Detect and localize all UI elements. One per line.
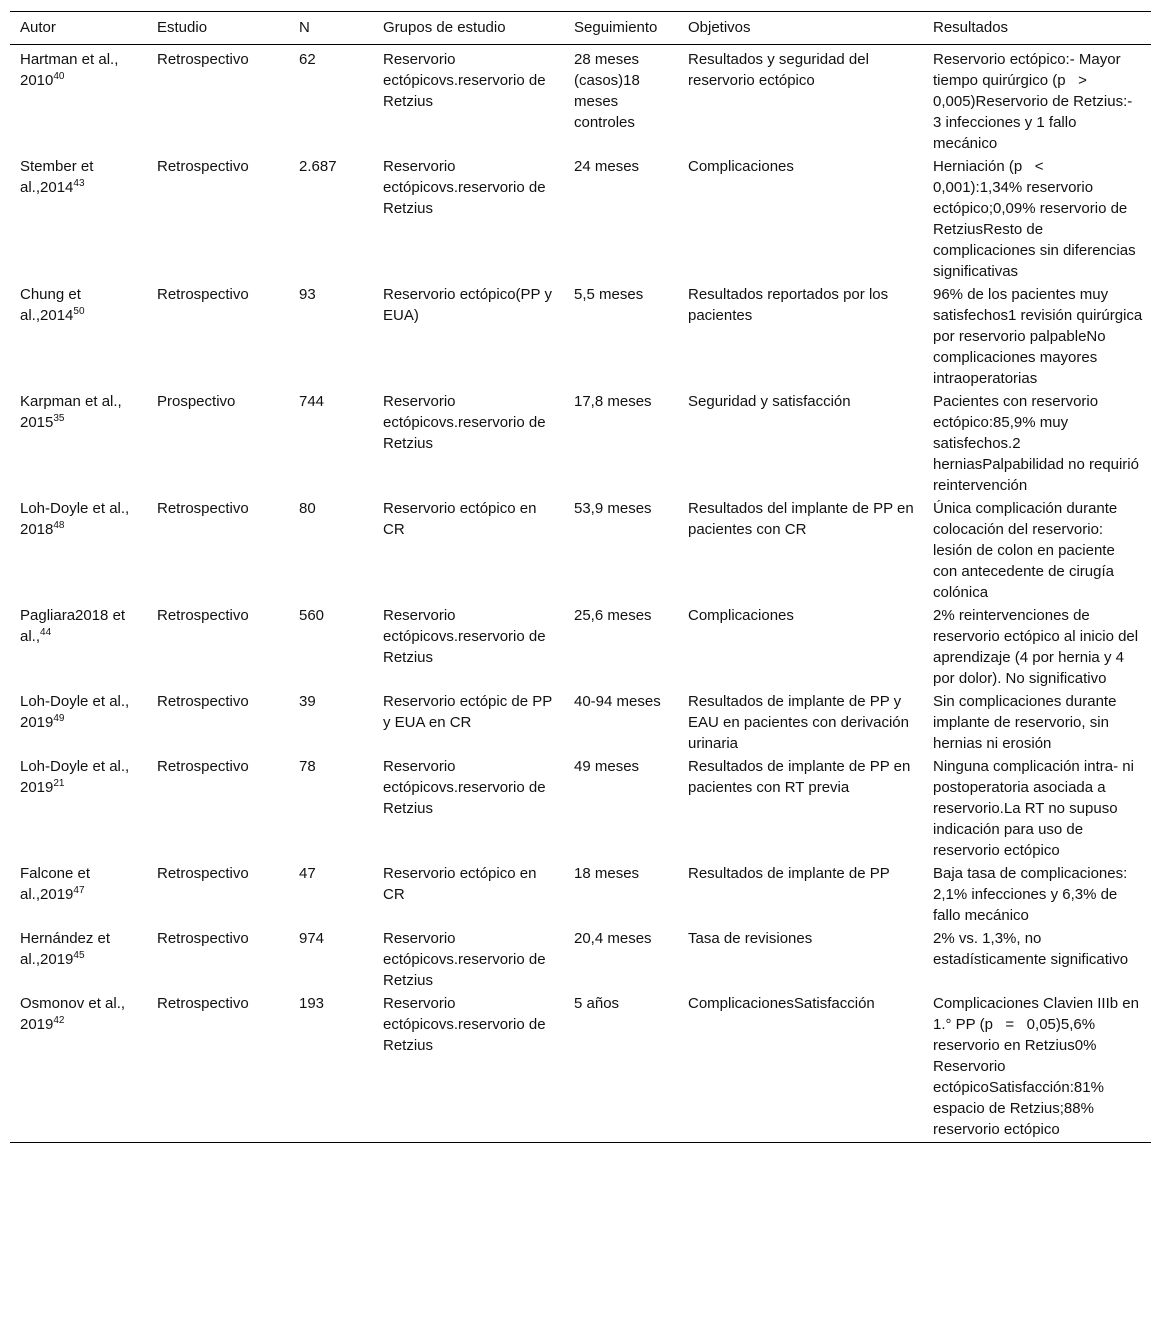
table-row: [10, 390, 1151, 497]
author-name: Loh-Doyle et al., 2018: [20, 500, 130, 538]
table-row: [10, 45, 1151, 156]
cell-n: 93: [299, 286, 316, 303]
cell-resultados: Herniación (p < 0,001):1,34% reservorio ectópico;0,09% reservorio de RetziusResto de complicaciones sin diferencias significativas: [933, 158, 1140, 280]
cell-objetivos: Seguridad y satisfacción: [688, 393, 851, 410]
author-name: Loh-Doyle et al., 2019: [20, 758, 130, 796]
cell-grupos: Reservorio ectópicovs.reservorio de Retzius: [383, 607, 546, 666]
cell-autor: [10, 690, 147, 755]
header-autor: Autor: [20, 19, 56, 36]
cell-n: 47: [299, 865, 316, 882]
cell-seguimiento: 28 meses (casos)18 meses controles: [574, 51, 640, 131]
cell-resultados: 2% vs. 1,3%, no estadísticamente significativo: [933, 930, 1129, 968]
cell-seguimiento: 40-94 meses: [574, 693, 661, 710]
table-row: [10, 604, 1151, 690]
author-name: Falcone et al.,2019: [20, 865, 91, 903]
cell-grupos: Reservorio ectópicovs.reservorio de Retzius: [383, 995, 546, 1054]
cell-autor: [10, 862, 147, 927]
table-row: [10, 862, 1151, 927]
author-name: Osmonov et al., 2019: [20, 995, 126, 1033]
cell-resultados: Única complicación durante colocación del reservorio: lesión de colon en paciente con antecedente de cirugía colónica: [933, 500, 1122, 601]
cell-resultados: Baja tasa de complicaciones: 2,1% infecciones y 6,3% de fallo mecánico: [933, 865, 1132, 924]
reference-number: 45: [73, 950, 85, 961]
header-n: N: [299, 19, 310, 36]
cell-seguimiento: 18 meses: [574, 865, 640, 882]
cell-resultados: 96% de los pacientes muy satisfechos1 revisión quirúrgica por reservorio palpableNo complicaciones mayores intraoperatorias: [933, 286, 1147, 387]
author-name: Stember et al.,2014: [20, 158, 94, 196]
table-row: [10, 755, 1151, 862]
cell-resultados: Complicaciones Clavien IIIb en 1.° PP (p = 0,05)5,6% reservorio en Retzius0% Reservorio ectópicoSatisfacción:81% espacio de Retzius;88% reservorio ectópico: [933, 995, 1144, 1138]
cell-resultados: 2% reintervenciones de reservorio ectópico al inicio del aprendizaje (4 por hernia y 4 por dolor). No significativo: [933, 607, 1143, 687]
cell-grupos: Reservorio ectópic de PP y EUA en CR: [383, 693, 552, 731]
cell-autor: [10, 390, 147, 497]
cell-seguimiento: 49 meses: [574, 758, 640, 775]
author-name: Loh-Doyle et al., 2019: [20, 693, 130, 731]
studies-table: [10, 11, 1151, 1143]
cell-autor: [10, 45, 147, 156]
cell-seguimiento: 20,4 meses: [574, 930, 652, 947]
cell-grupos: Reservorio ectópicovs.reservorio de Retzius: [383, 158, 546, 217]
cell-estudio: Retrospectivo: [157, 758, 249, 775]
cell-seguimiento: 5,5 meses: [574, 286, 644, 303]
reference-number: 35: [53, 413, 65, 424]
cell-autor: [10, 992, 147, 1143]
cell-grupos: Reservorio ectópicovs.reservorio de Retzius: [383, 758, 546, 817]
table-row: [10, 283, 1151, 390]
reference-number: 21: [53, 778, 65, 789]
header-estudio: Estudio: [157, 19, 208, 36]
reference-number: 49: [53, 713, 65, 724]
header-grupos: Grupos de estudio: [383, 19, 506, 36]
cell-seguimiento: 25,6 meses: [574, 607, 652, 624]
header-row: [10, 12, 1151, 45]
table-row: [10, 155, 1151, 283]
author-name: Pagliara2018 et al.,: [20, 607, 126, 645]
cell-estudio: Retrospectivo: [157, 865, 249, 882]
table-row: [10, 992, 1151, 1143]
cell-autor: [10, 927, 147, 992]
cell-grupos: Reservorio ectópico(PP y EUA): [383, 286, 552, 324]
cell-autor: [10, 497, 147, 604]
cell-objetivos: Resultados del implante de PP en pacientes con CR: [688, 500, 914, 538]
cell-objetivos: ComplicacionesSatisfacción: [688, 995, 875, 1012]
cell-n: 744: [299, 393, 325, 410]
header-seguimiento: Seguimiento: [574, 19, 658, 36]
cell-n: 80: [299, 500, 316, 517]
cell-n: 974: [299, 930, 325, 947]
cell-objetivos: Complicaciones: [688, 158, 794, 175]
reference-number: 50: [73, 306, 85, 317]
cell-grupos: Reservorio ectópicovs.reservorio de Retzius: [383, 930, 546, 989]
cell-seguimiento: 17,8 meses: [574, 393, 652, 410]
cell-estudio: Retrospectivo: [157, 286, 249, 303]
reference-number: 40: [53, 71, 65, 82]
cell-estudio: Retrospectivo: [157, 51, 249, 68]
table-row: [10, 497, 1151, 604]
cell-n: 39: [299, 693, 316, 710]
cell-estudio: Retrospectivo: [157, 995, 249, 1012]
cell-n: 78: [299, 758, 316, 775]
reference-number: 48: [53, 520, 65, 531]
cell-n: 2.687: [299, 158, 337, 175]
author-name: Hernández et al.,2019: [20, 930, 111, 968]
cell-seguimiento: 24 meses: [574, 158, 640, 175]
cell-objetivos: Resultados de implante de PP en pacientes con RT previa: [688, 758, 911, 796]
cell-estudio: Retrospectivo: [157, 158, 249, 175]
cell-objetivos: Resultados de implante de PP: [688, 865, 890, 882]
reference-number: 43: [73, 178, 85, 189]
cell-grupos: Reservorio ectópicovs.reservorio de Retzius: [383, 393, 546, 452]
cell-seguimiento: 53,9 meses: [574, 500, 652, 517]
cell-resultados: Sin complicaciones durante implante de reservorio, sin hernias ni erosión: [933, 693, 1121, 752]
cell-grupos: Reservorio ectópicovs.reservorio de Retzius: [383, 51, 546, 110]
reference-number: 42: [53, 1015, 65, 1026]
header-objetivos: Objetivos: [688, 19, 751, 36]
cell-autor: [10, 604, 147, 690]
cell-estudio: Retrospectivo: [157, 930, 249, 947]
cell-objetivos: Resultados y seguridad del reservorio ectópico: [688, 51, 869, 89]
cell-estudio: Prospectivo: [157, 393, 236, 410]
cell-estudio: Retrospectivo: [157, 500, 249, 517]
cell-autor: [10, 155, 147, 283]
cell-objetivos: Resultados de implante de PP y EAU en pacientes con derivación urinaria: [688, 693, 909, 752]
cell-estudio: Retrospectivo: [157, 693, 249, 710]
cell-grupos: Reservorio ectópico en CR: [383, 500, 537, 538]
cell-n: 62: [299, 51, 316, 68]
header-resultados: Resultados: [933, 19, 1009, 36]
author-name: Hartman et al., 2010: [20, 51, 119, 89]
cell-objetivos: Complicaciones: [688, 607, 794, 624]
cell-autor: [10, 755, 147, 862]
author-name: Chung et al.,2014: [20, 286, 81, 324]
cell-grupos: Reservorio ectópico en CR: [383, 865, 537, 903]
cell-resultados: Reservorio ectópico:- Mayor tiempo quirúrgico (p > 0,005)Reservorio de Retzius:- 3 infecciones y 1 fallo mecánico: [933, 51, 1137, 152]
reference-number: 47: [73, 885, 85, 896]
cell-n: 193: [299, 995, 325, 1012]
cell-resultados: Ninguna complicación intra- ni postoperatoria asociada a reservorio.La RT no supuso indicación para uso de reservorio ectópico: [933, 758, 1139, 859]
cell-resultados: Pacientes con reservorio ectópico:85,9% muy satisfechos.2 herniasPalpabilidad no requirió reintervención: [933, 393, 1144, 494]
cell-estudio: Retrospectivo: [157, 607, 249, 624]
table-row: [10, 927, 1151, 992]
table-row: [10, 690, 1151, 755]
cell-objetivos: Resultados reportados por los pacientes: [688, 286, 889, 324]
cell-n: 560: [299, 607, 325, 624]
author-name: Karpman et al., 2015: [20, 393, 122, 431]
cell-autor: [10, 283, 147, 390]
cell-objetivos: Tasa de revisiones: [688, 930, 813, 947]
reference-number: 44: [40, 627, 52, 638]
cell-seguimiento: 5 años: [574, 995, 620, 1012]
